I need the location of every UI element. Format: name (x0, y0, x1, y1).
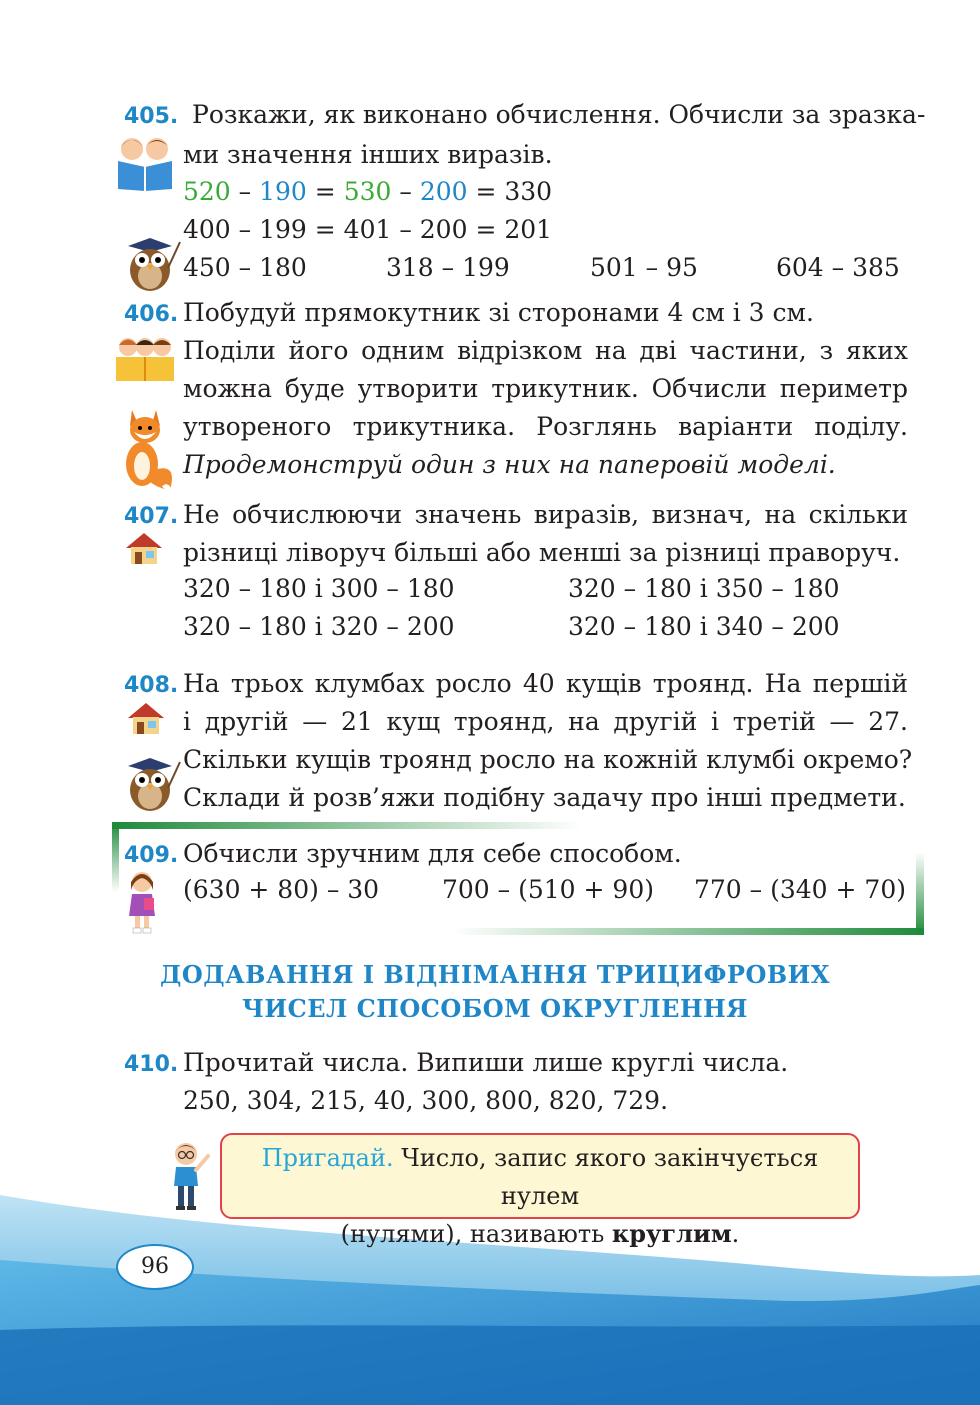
reminder-keyword: круглим (611, 1219, 732, 1248)
task-407-line-1: Не обчислюючи значень виразів, визнач, на скільки (183, 500, 908, 529)
task-409-exercise: 700 – (510 + 90) (442, 875, 654, 904)
task-408-line-2: і другій — 21 кущ троянд, на другій і третій — 27. (183, 707, 908, 736)
task-410-line-1: Прочитай числа. Випиши лише круглі числа. (183, 1048, 789, 1077)
task-408-line-1: На трьох клумбах росло 40 кущів троянд. На першій (183, 669, 908, 698)
task-number-410: 410. (124, 1052, 179, 1077)
task-409-line-1: Обчисли зручним для себе способом. (183, 839, 682, 868)
task-number-406: 406. (124, 302, 179, 327)
reminder-text: (нулями), називають (340, 1220, 612, 1248)
owl-teacher-icon (120, 752, 182, 812)
task-408-line-4: Склади й розв’яжи подібну задачу про інші предмети. (183, 783, 906, 812)
example-operator: – (391, 177, 420, 206)
example-operator: = (306, 177, 344, 206)
task-407-pair: 320 – 180 і 300 – 180 (183, 574, 455, 603)
example-value: 200 (419, 177, 468, 206)
task-405-exercise: 450 – 180 (183, 253, 307, 282)
example-value: 530 (343, 177, 392, 206)
task-410-line-2: 250, 304, 215, 40, 300, 800, 820, 729. (183, 1086, 669, 1115)
task-number-409: 409. (124, 843, 179, 868)
reminder-end: . (731, 1220, 740, 1248)
task-407-pair: 320 – 180 і 320 – 200 (183, 612, 455, 641)
task-405-line-2: ми значення інших виразів. (183, 140, 553, 169)
task-number-405: 405. (124, 104, 179, 129)
task-406-line-1: Побудуй прямокутник зі сторонами 4 см і 3 см. (183, 298, 814, 327)
example-operator: – (230, 177, 260, 206)
section-heading-line-2: ЧИСЕЛ СПОСОБОМ ОКРУГЛЕННЯ (242, 994, 748, 1023)
reminder-text: Число, запис якого закінчується нулем (393, 1144, 819, 1210)
boy-pointing-icon (164, 1140, 214, 1212)
task-405-line-1: Розкажи, як виконано обчислення. Обчисли за зразка- (192, 100, 926, 129)
task-406-line-5: Продемонструй один з них на паперовій моделі. (183, 450, 836, 479)
house-icon (126, 700, 166, 736)
kids-reading-icon (110, 333, 180, 383)
task-405-exercise: 501 – 95 (590, 253, 698, 282)
task-409-exercise: (630 + 80) – 30 (183, 875, 380, 904)
owl-teacher-icon (120, 232, 182, 292)
example-value: 190 (259, 177, 307, 206)
section-heading-line-1: ДОДАВАННЯ І ВІДНІМАННЯ ТРИЦИФРОВИХ (160, 960, 830, 989)
task-406-line-4: утвореного трикутника. Розглянь варіанти поділу. (183, 412, 908, 441)
reminder-line-1 (222, 1139, 858, 1215)
reminder-note (220, 1133, 860, 1248)
task-number-407: 407. (124, 504, 179, 529)
girl-icon (124, 870, 160, 934)
example-result: = 330 (467, 177, 553, 206)
example-value: 520 (183, 177, 231, 206)
kids-reading-icon (110, 133, 180, 191)
task-number-408: 408. (124, 673, 179, 698)
task-409-exercise: 770 – (340 + 70) (694, 875, 906, 904)
task-407-line-2: різниці ліворуч більші або менші за різниці праворуч. (183, 538, 901, 567)
task-405-exercise: 604 – 385 (776, 253, 900, 282)
fox-icon (112, 400, 178, 492)
task-408-line-3: Скільки кущів троянд росло на кожній клумбі окремо? (183, 745, 913, 774)
task-405-example-2: 400 – 199 = 401 – 200 = 201 (183, 215, 553, 244)
page-number: 96 (116, 1244, 194, 1290)
task-406-line-2: Поділи його одним відрізком на дві частини, з яких (183, 336, 908, 365)
task-405-example-1 (183, 177, 552, 207)
task-407-pair: 320 – 180 і 340 – 200 (568, 612, 840, 641)
task-405-exercise: 318 – 199 (386, 253, 510, 282)
reminder-label: Пригадай. (261, 1144, 394, 1172)
task-407-pair: 320 – 180 і 350 – 180 (568, 574, 840, 603)
reminder-line-2 (222, 1215, 858, 1253)
house-icon (124, 530, 164, 566)
task-406-line-3: можна буде утворити трикутник. Обчисли периметр (183, 374, 908, 403)
section-heading (130, 958, 860, 1026)
